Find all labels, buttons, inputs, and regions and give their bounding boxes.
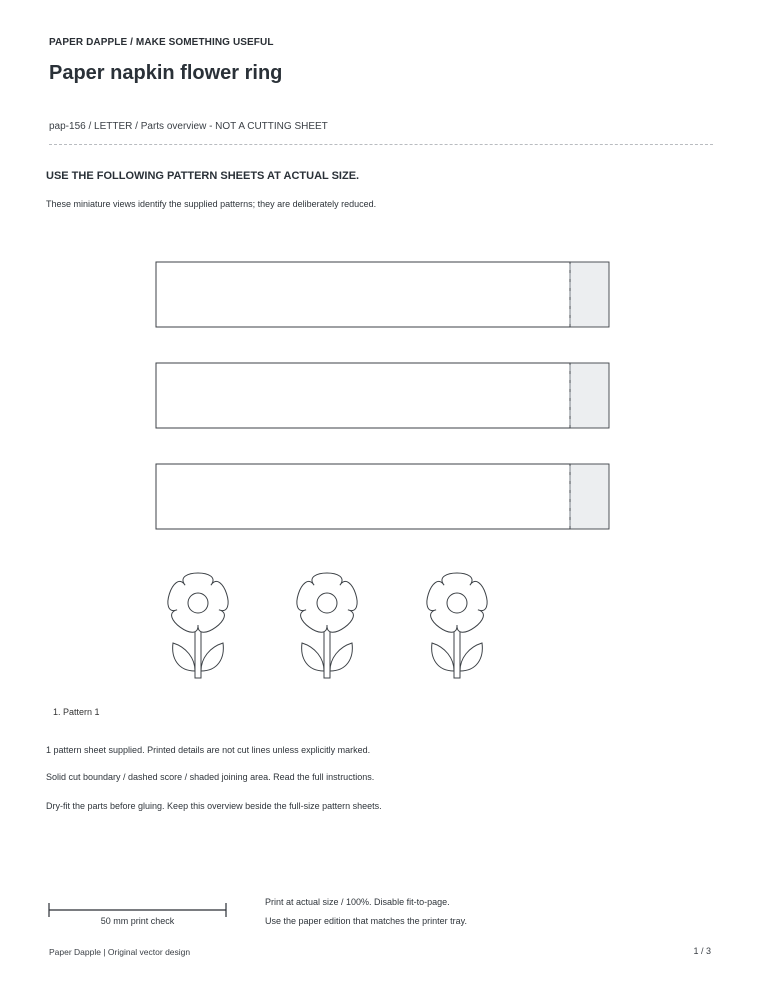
joining-tab <box>570 262 609 327</box>
scale-bar <box>49 903 226 917</box>
flower-center <box>188 593 208 613</box>
napkin-strip <box>156 464 609 529</box>
strip-cut-boundary <box>156 262 570 327</box>
flower-stem <box>324 631 330 678</box>
flower-stem <box>195 631 201 678</box>
flower-piece <box>297 573 357 678</box>
note-dry-fit: Dry-fit the parts before gluing. Keep this overview beside the full-size pattern sheets. <box>46 801 382 811</box>
strip-cut-boundary <box>156 464 570 529</box>
page-number: 1 / 3 <box>693 946 711 956</box>
reduced-view-note: These miniature views identify the supplied patterns; they are deliberately reduced. <box>46 199 377 209</box>
meta-line: pap-156 / LETTER / Parts overview - NOT A CUTTING SHEET <box>49 121 328 132</box>
footer-credit: Paper Dapple | Original vector design <box>49 947 191 957</box>
napkin-strip <box>156 363 609 428</box>
right-leaf <box>330 643 352 671</box>
note-sheets: 1 pattern sheet supplied. Printed details are not cut lines unless explicitly marked. <box>46 745 371 755</box>
strip-cut-boundary <box>156 363 570 428</box>
flower-center <box>317 593 337 613</box>
left-leaf <box>173 643 195 671</box>
scale-check-label: 50 mm print check <box>100 916 175 926</box>
print-note-actual-size: Print at actual size / 100%. Disable fit-to-page. <box>265 897 450 907</box>
note-legend: Solid cut boundary / dashed score / shaded joining area. Read the full instructions. <box>46 772 375 782</box>
brand-line: PAPER DAPPLE / MAKE SOMETHING USEFUL <box>49 37 274 48</box>
joining-tab <box>570 464 609 529</box>
flower-piece <box>427 573 487 678</box>
page-title: Paper napkin flower ring <box>49 62 283 84</box>
joining-tab <box>570 363 609 428</box>
flower-group <box>168 573 487 678</box>
actual-size-notice: USE THE FOLLOWING PATTERN SHEETS AT ACTUAL SIZE. <box>46 170 360 182</box>
strip-group <box>156 262 609 529</box>
flower-center <box>447 593 467 613</box>
napkin-strip <box>156 262 609 327</box>
print-note-paper: Use the paper edition that matches the printer tray. <box>265 916 467 926</box>
right-leaf <box>460 643 482 671</box>
pattern-caption: 1. Pattern 1 <box>53 707 100 717</box>
left-leaf <box>302 643 324 671</box>
right-leaf <box>201 643 223 671</box>
left-leaf <box>432 643 454 671</box>
flower-stem <box>454 631 460 678</box>
flower-piece <box>168 573 228 678</box>
